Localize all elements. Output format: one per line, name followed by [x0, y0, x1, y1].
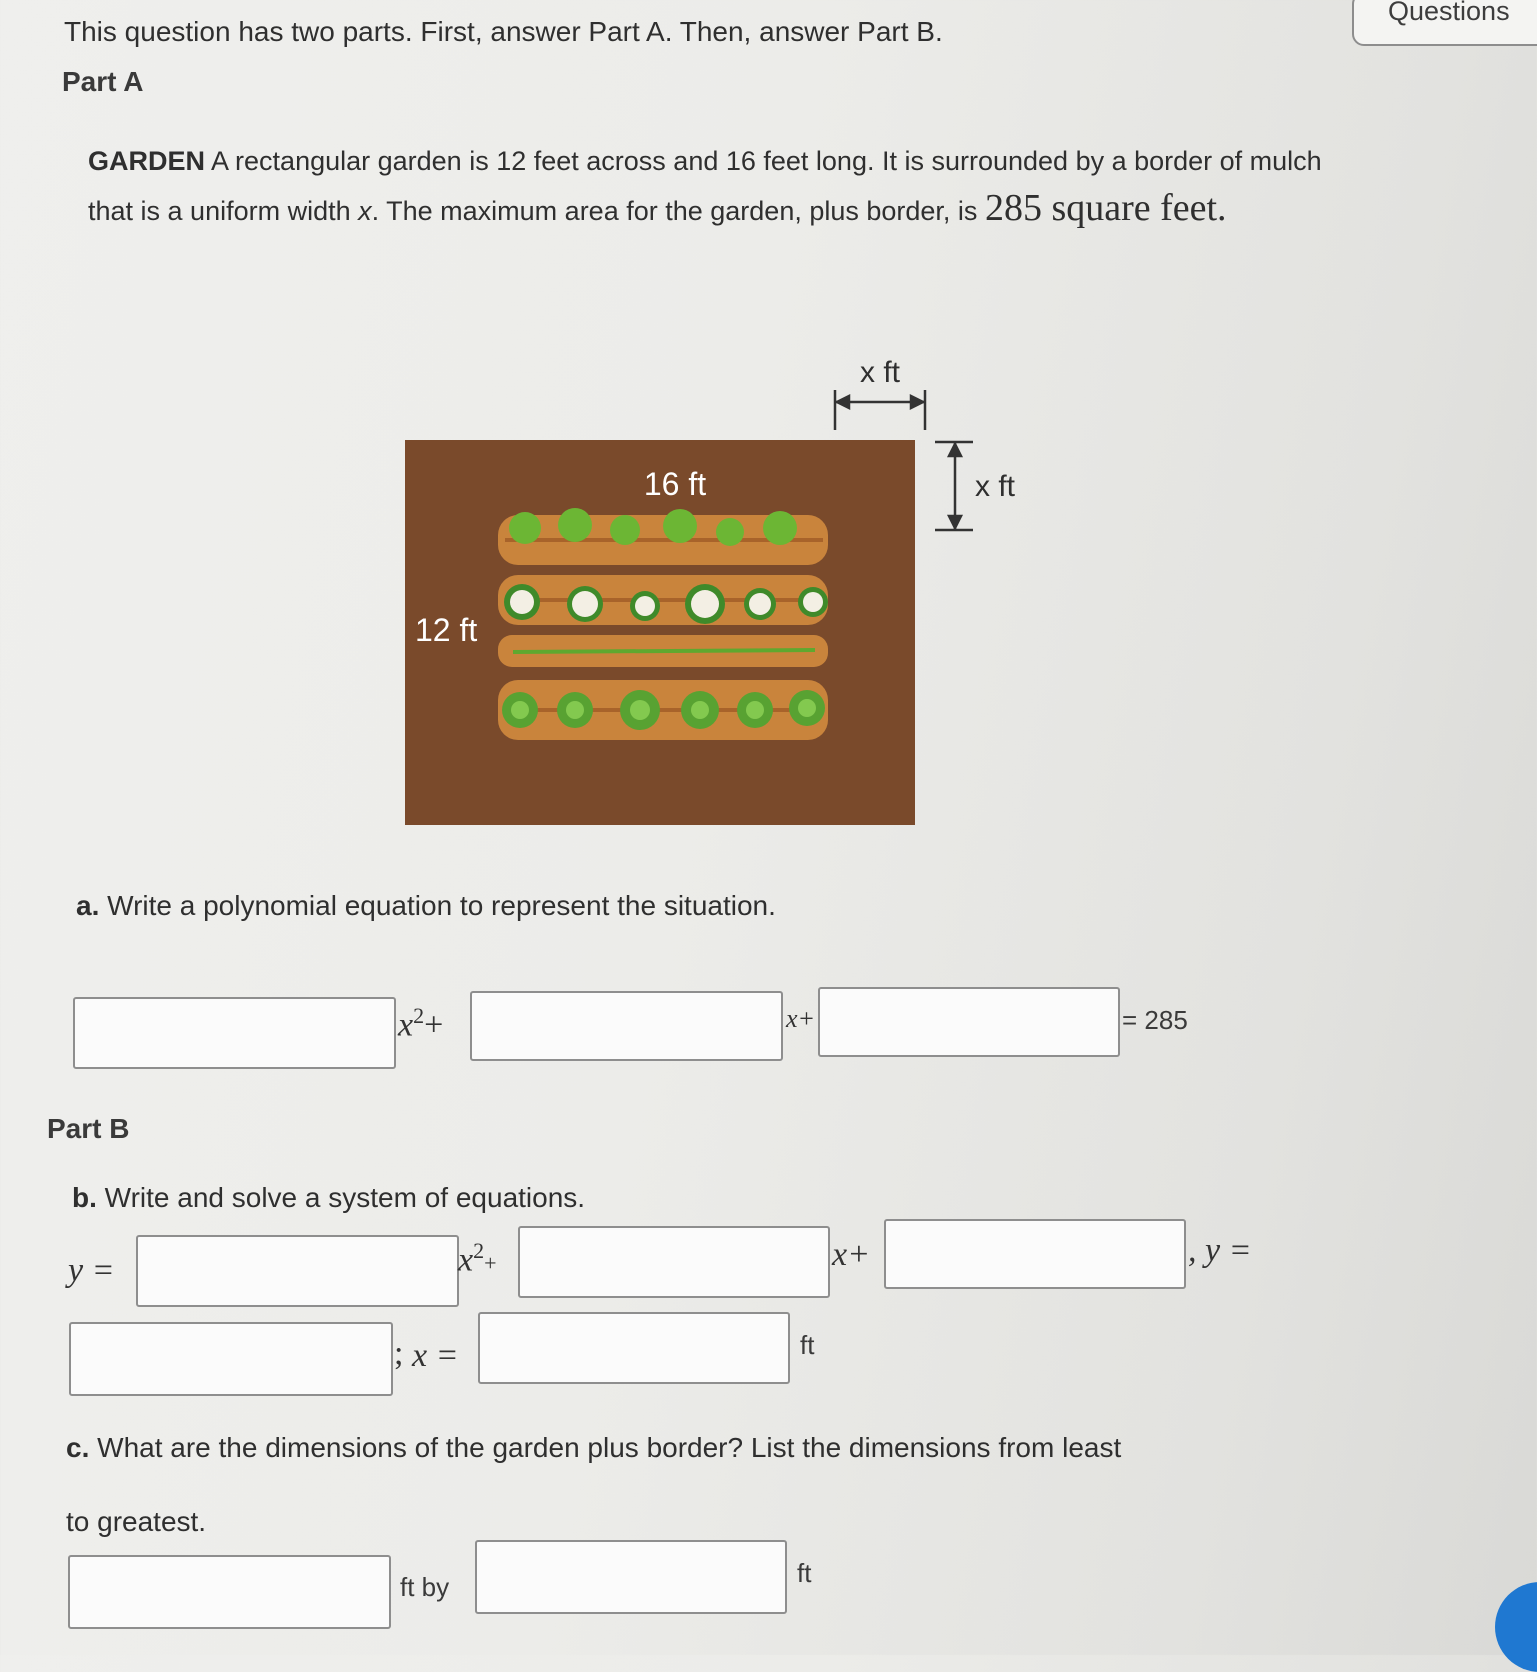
problem-statement — [88, 138, 1348, 235]
b-x2-term: $x^2+$ — [458, 1238, 497, 1279]
b-coefficient-x-input[interactable] — [518, 1226, 830, 1298]
question-c-text-line1: What are the dimensions of the garden plus border? List the dimensions from least — [97, 1432, 1122, 1463]
a-x2-term: $x^2+$ — [398, 1003, 444, 1044]
garden-diagram — [395, 350, 1035, 830]
a-coefficient-x2-input[interactable] — [73, 997, 396, 1069]
a-x-term: x+ — [786, 1004, 816, 1033]
problem-text-1: A rectangular garden is 12 feet across and 16 feet long. It is surrounded by a border of mulch that is a uniform width — [88, 146, 1322, 226]
b-second-equation: , y = — [1188, 1232, 1252, 1269]
b-y-equals: y = — [68, 1252, 115, 1289]
question-b-text: Write and solve a system of equations. — [104, 1182, 586, 1213]
b-separator: ; — [394, 1335, 404, 1372]
sprouts-row — [513, 650, 815, 652]
question-c — [66, 1432, 1121, 1464]
question-a-text: Write a polynomial equation to represent the situation. — [107, 890, 776, 921]
problem-variable: x — [358, 196, 372, 226]
b-second-equation-input[interactable] — [69, 1322, 393, 1396]
question-b-label: b. — [72, 1182, 97, 1213]
c-dimension-greatest-input[interactable] — [475, 1540, 787, 1614]
questions-button[interactable]: Questions — [1352, 0, 1537, 46]
b-x-equals: x = — [412, 1337, 459, 1374]
question-a — [76, 890, 776, 922]
top-width-arrow — [835, 390, 925, 430]
length-label: 16 ft — [643, 466, 707, 502]
side-width-label: x ft — [975, 470, 1016, 503]
question-c-text-line2: to greatest. — [66, 1506, 207, 1537]
a-coefficient-x-input[interactable] — [470, 991, 783, 1061]
b-constant-input[interactable] — [884, 1219, 1186, 1289]
question-b — [72, 1182, 585, 1214]
c-by-label: ft by — [400, 1572, 450, 1602]
b-coefficient-x2-input[interactable] — [136, 1235, 459, 1307]
a-rhs: = 285 — [1122, 1005, 1188, 1035]
part-a-heading: Part A — [62, 66, 144, 97]
problem-area: 285 square feet. — [984, 187, 1227, 229]
c-unit: ft — [797, 1558, 812, 1588]
intro-text: This question has two parts. First, answer Part A. Then, answer Part B. — [64, 16, 943, 47]
top-width-label: x ft — [859, 356, 901, 389]
width-label: 12 ft — [415, 612, 478, 648]
a-constant-input[interactable] — [818, 987, 1120, 1057]
c-dimension-least-input[interactable] — [68, 1555, 391, 1629]
b-x-term: x+ — [832, 1236, 871, 1273]
question-a-label: a. — [76, 890, 100, 921]
b-unit: ft — [800, 1330, 815, 1360]
side-width-arrow — [935, 442, 973, 530]
b-solution-x-input[interactable] — [478, 1312, 790, 1384]
problem-keyword: GARDEN — [88, 146, 206, 176]
question-c-label: c. — [66, 1432, 90, 1463]
help-chat-button[interactable] — [1495, 1582, 1537, 1672]
problem-text-2: . The maximum area for the garden, plus border, is — [371, 196, 985, 226]
part-b-heading: Part B — [47, 1113, 130, 1144]
